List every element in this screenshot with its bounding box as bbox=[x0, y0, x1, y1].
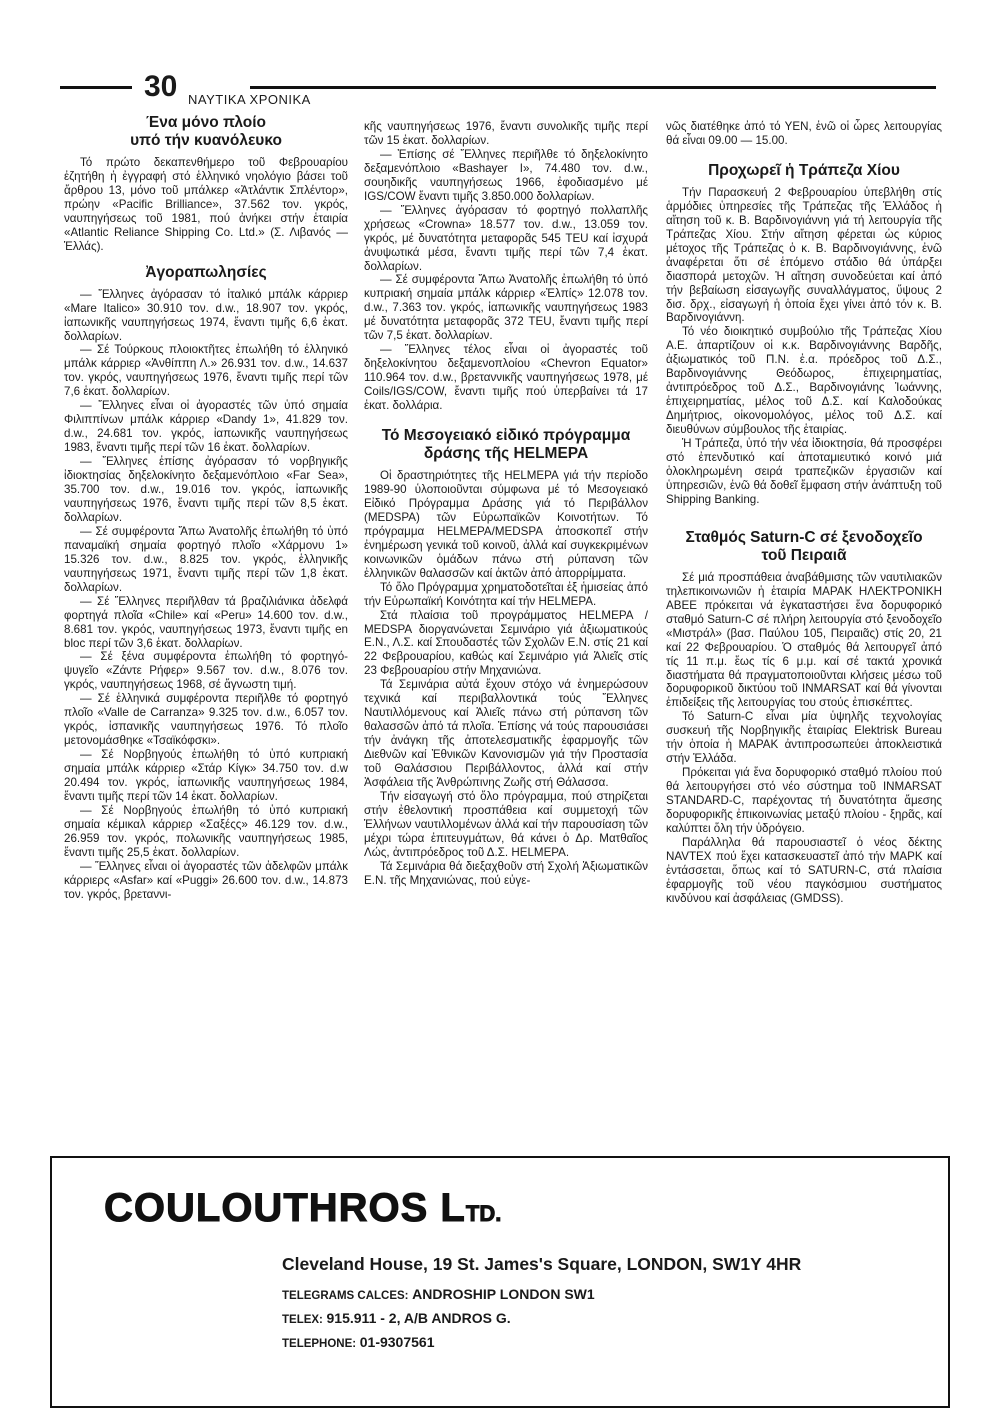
sale-item: — Σέ ἑλληνικά συμφέροντα περιῆλθε τό φορτηγό πλοῖο «Valle de Carranza» 9.325 τον. d.w., 6.057 τον. γκρός, ἰσπανικῆς ναυπηγήσεως 1976. Τό πλοῖο μετονομάσθηκε «Τσαϊκόφσκι». bbox=[64, 692, 348, 748]
paragraph: Ἡ Τράπεζα, ὑπό τήν νέα ἰδιοκτησία, θά προσφέρει στό ἐπενδυτικό καί ἀποταμιευτικό κοινό μιά ὁλοκληρωμένη σειρά τραπεζικῶν ἐργασιῶν καί ὑπηρεσιῶν, ἐνῶ θά δοθεῖ ἔμφαση στήν ἀνάπτυξη τοῦ Shipping Banking. bbox=[666, 437, 942, 506]
publication-title: ΝΑΥΤΙΚΑ ΧΡΟΝΙΚΑ bbox=[188, 92, 311, 107]
sale-item: — Ἕλληνες εἶναι οἱ ἀγοραστές τῶν ὑπό σημαία Φιλιππίνων μπάλκ κάρριερ «Dandy 1», 41.829 τον. d.w., 24.681 τον. γκρός, ἰαπωνικῆς ναυπηγήσεως 1983, ἔναντι τιμῆς περί τῶν 16 ἑκατ. δολλαρίων. bbox=[64, 399, 348, 455]
masthead bbox=[60, 72, 936, 112]
paragraph: Τήν Παρασκευή 2 Φεβρουαρίου ὑπεβλήθη στίς ἁρμόδιες ὑπηρεσίες τῆς Τράπεζας τῆς Ἑλλάδος ἡ αἴτηση τοῦ κ. Β. Βαρδινογιάννη γιά τή λειτουργία τῆς Τράπεζας Χίου. Στήν αἴτηση φέρεται ὡς κύριος μέτοχος τῆς Τράπεζας ὁ κ. Β. Βαρδινογιάννης, ἐνῶ ἀναφέρεται ὅτι σέ ἑπόμενο στάδιο θά ὑπάρξει διασπορά μετοχῶν. Ἡ αἴτηση συνοδεύεται καί ἀπό τήν βεβαίωση εἰσαγωγῆς συναλλάγματος, ὕψους 2 δισ. δρχ., εἰσαγωγή ἡ ὁποία ἔχει γίνει ἀπό τόν κ. Β. Βαρδινογιάννη. bbox=[666, 185, 942, 325]
sale-item: — Ἕλληνες ἐπίσης ἀγόρασαν τό νορβηγικῆς ἰδιοκτησίας δηξελοκίνητο δεξαμενόπλοιο «Far Sea», 35.700 τον. d.w., 19.016 τον. γκρός, ἰαπωνικῆς ναυπηγήσεως 1976, ἔναντι τιμῆς περί τῶν 8,5 ἑκατ. δολλαρίων. bbox=[64, 455, 348, 524]
page-number: 30 bbox=[144, 70, 178, 103]
sale-item: — Ἕλληνες τέλος εἶναι οἱ ἀγοραστές τοῦ δηξελοκίνητου δεξαμενοπλοίου «Chevron Equator» 110.964 τον. d.w., βρεταννικῆς ναυπηγήσεως 1978, μέ Coils/IGS/COW, ἔναντι τιμῆς πού ὑπερβαίνει τά 17 ἑκατ. δολλάρια. bbox=[364, 343, 648, 413]
ad-address: Cleveland House, 19 St. James's Square, LONDON, SW1Y 4HR bbox=[282, 1254, 802, 1274]
paragraph: Τό Saturn-C εἶναι μία ὑψηλῆς τεχνολογίας συσκευή τῆς Νορβηγικῆς ἑταιρίας Elektrisk Bureau τήν ὁποία ἡ ΜΑΡΑΚ ἀντιπροσωπεύει ἀποκλειστικά στήν Ἑλλάδα. bbox=[666, 710, 942, 766]
sale-item: — Σέ Ἕλληνες περιῆλθαν τά βραζιλιάνικα ἀδελφά φορτηγά πλοῖα «Chile» καί «Peru» 14.600 τον. d.w., 8.681 τον. γκρός, ναυπηγήσεως 1973, ἔναντι τιμῆς en bloc περί τῶν 3,6 ἑκατ. δολλαρίων. bbox=[64, 594, 348, 650]
column-2 bbox=[364, 120, 648, 888]
ad-telex bbox=[282, 1310, 511, 1326]
ad-telegrams-label: TELEGRAMS CALCES: bbox=[282, 1290, 409, 1302]
headline-saturn-c: Σταθμός Saturn-C σέ ξενοδοχεῖο τοῦ Πειραιᾶ bbox=[685, 528, 923, 564]
ad-telegrams bbox=[282, 1286, 595, 1302]
paragraph: Τά Σεμινάρια αὐτά ἔχουν στόχο νά ἐνημερώσουν τεχνικά καί περιβαλλοντικά τούς Ἕλληνες Ναυτιλλόμενους καί Ἁλιεῖς πάνω στή ρύπανση τῶν θαλασσῶν ἀπό τά πλοῖα. Ἐπίσης νά τούς παρουσιάσει τήν ἀνάγκη τῆς ἀποτελεσματικῆς ἐφαρμογῆς τῶν Διεθνῶν καί Ἐθνικῶν Κανονισμῶν γιά τήν Προστασία τοῦ Θαλάσσιου Περιβάλλοντος, ἀλλά καί στήν Ἀσφάλεια τῆς Ἀνθρώπινης Ζωῆς στή Θάλασσα. bbox=[364, 678, 648, 789]
paragraph: Τά Σεμινάρια θά διεξαχθοῦν στή Σχολή Ἀξιωματικῶν Ε.Ν. τῆς Μηχανιώνας, πού εὐγε- bbox=[364, 859, 648, 887]
sale-item: — Ἕλληνες ἀγόρασαν τό ἰταλικό μπάλκ κάρριερ «Mare Italico» 30.910 τον. d.w., 18.907 τον. γκρός, ἰαπωνικῆς ναυπηγήσεως 1974, ἔναντι τιμῆς 6,6 ἑκατ. δολλαρίων. bbox=[64, 287, 348, 343]
ad-telex-label: TELEX: bbox=[282, 1314, 323, 1326]
paragraph: Τό νέο διοικητικό συμβούλιο τῆς Τράπεζας Χίου Α.Ε. ἀπαρτίζουν οἱ κ.κ. Βαρδινογιάννης Βαρδῆς, ἀξιωματικός τοῦ Π.Ν. ἐ.α. πρόεδρος τοῦ Δ.Σ., Βαρδινογιάννης Θεόδωρος, ἐπιχειρηματίας, ἀντιπρόεδρος τοῦ Δ.Σ., Βαρδινογιάνης Ἰωάννης, ἐπιχειρηματίας, μέλος τοῦ Δ.Σ. καί Καλοδούκας Δημήτριος, οἰκονομολόγος, μέλος τοῦ Δ.Σ. καί διευθύνων σύμβουλος τῆς ἑταιρίας. bbox=[666, 325, 942, 437]
headline-single-vessel: Ένα μόνο πλοίο υπό τήν κυανόλευκο bbox=[130, 114, 282, 149]
sale-item: — Σέ Νορβηγούς ἐπωλήθη τό ὑπό κυπριακή σημαία κέμικαλ κάρριερ «Σαξέςς» 46.129 τον. d.w., 26.959 τον. γκρός, πολωνικῆς ναυπηγήσεως 1985, ἔναντι τιμῆς 25,5 ἑκατ. δολλαρίων. bbox=[64, 803, 348, 859]
masthead-rule-left bbox=[60, 86, 132, 89]
sale-item: — Σέ συμφέροντα Ἄπω Ἀνατολῆς ἐπωλήθη τό ὑπό κυπριακή σημαία μπάλκ κάρριερ «Ἐλπίς» 12.078 τον. d.w., 7.363 τον. γκρός, ἰαπωνικῆς ναυπηγήσεως 1983 μέ δυνατότητα μεταφορᾶς 372 TEU, ἔναντι τιμῆς περί τῶν 7,5 ἑκατ. δολλαρίων. bbox=[364, 273, 648, 343]
sale-item: — Σέ Νορβηγούς ἐπωλήθη τό ὑπό κυπριακή σημαία μπάλκ κάρριερ «Στάρ Κίγκ» 34.750 τον. d.w 20.494 τον. γκρός, ἰαπωνικῆς ναυπηγήσεως 1984, ἔναντι τιμῆς περί τῶν 14 ἑκατ. δολλαρίων. bbox=[64, 748, 348, 803]
ad-brand-logo bbox=[104, 1186, 501, 1231]
sale-item: — Σέ συμφέροντα Ἄπω Ἀνατολῆς ἐπωλήθη τό ὑπό παναμαϊκή σημαία φορτηγό πλοῖο «Χάρμονυ 1» 15.326 τον. d.w., 8.825 τον. γκρός, ἑλληνικῆς ναυπηγήσεως 1971, ἔναντι τιμῆς περί τῶν 1,8 ἑκατ. δολλαρίων. bbox=[64, 524, 348, 594]
column-1 bbox=[64, 114, 348, 902]
headline-bank-of-chios: Προχωρεῖ ἡ Τράπεζα Χίου bbox=[708, 161, 900, 179]
headline-helmepa: Τό Μεσογειακό εἰδικό πρόγραμμα δράσης τῆς HELMEPA bbox=[381, 427, 631, 463]
headline-sales: Ἀγοραπωλησίες bbox=[145, 263, 267, 281]
paragraph: Σέ μιά προσπάθεια ἀναβάθμισης τῶν ναυτιλιακῶν τηλεπικοινωνιῶν ἡ ἑταιρία ΜΑΡΑΚ ΗΛΕΚΤΡΟΝΙΚΗ ΑΒΕΕ πρόκειται νά ἐγκαταστήσει ἕνα δορυφορικό σταθμό Saturn-C σέ πλήρη λειτουργία στό ξενοδοχεῖο «Μιστράλ» (βασ. Παύλου 105, Πειραιᾶς) στίς 20, 21 καί 22 Φεβρουαρίου. Ὁ σταθμός θά λειτουργεῖ ἀπό τίς 11 π.μ. ἕως τίς 6 μ.μ. καί σέ τακτά χρονικά διαστήματα θά πραγματοποιοῦνται κλήσεις μέσω τοῦ δορυφορικοῦ δικτύου τοῦ INMARSAT καί θά γίνονται ἐπιδείξεις τῆς λειτουργίας του στούς ἐπισκέπτες. bbox=[666, 570, 942, 710]
sale-item: — Ἕλληνες εἶναι οἱ ἀγοραστές τῶν ἀδελφῶν μπάλκ κάρριερς «Asfar» καί «Puggi» 26.600 τον. d.w., 14.873 τον. γκρός, βρεταννι- bbox=[64, 859, 348, 901]
paragraph-continued: κῆς ναυπηγήσεως 1976, ἔναντι συνολικῆς τιμῆς περί τῶν 15 ἑκατ. δολλαρίων. bbox=[364, 120, 648, 147]
column-3 bbox=[666, 120, 942, 906]
ad-telephone-label: TELEPHONE: bbox=[282, 1338, 357, 1350]
paragraph: Τό πρώτο δεκαπενθήμερο τοῦ Φεβρουαρίου ἐζητήθη ἡ ἐγγραφή στό ἑλληνικό νηολόγιο βάσει τοῦ ἄρθρου 13, μόνο τοῦ μπάλκερ «Ἀτλάντικ Σπλέντορ», πρώην «Pacific Brilliance», 37.562 τον. γκρός, ναυπηγήσεως τοῦ 1981, πού ἀνήκει στήν ἑταιρία «Atlantic Reliance Shipping Co. Ltd.» (Σ. Λιβανός — Ἑλλάς). bbox=[64, 156, 348, 253]
sale-item: — Ἐπίσης σέ Ἕλληνες περιῆλθε τό δηξελοκίνητο δεξαμενόπλοιο «Bashayer I», 74.480 τον. d.w., σουηδικῆς ναυπηγήσεως 1966, ἐφοδιασμένο μέ IGS/COW ἔναντι τιμῆς 3.850.000 δολλαρίων. bbox=[364, 147, 648, 203]
paragraph: Οἱ δραστηριότητες τῆς HELMEPA γιά τήν περίοδο 1989-90 ὑλοποιοῦνται σύμφωνα μέ τό Μεσογειακό Εἰδικό Πρόγραμμα Δράσης γιά τό Περιβάλλον (MEDSPA) τῶν Εὐρωπαϊκῶν Κοινοτήτων. Τό πρόγραμμα HELMEPA/MEDSPA ἀποσκοπεῖ στήν ἐνημέρωση γενικά τοῦ κοινοῦ, ἀλλά καί συγκεκριμένων κοινωνικῶν ὁμάδων πάνω στή ρύπανση τῶν ἑλληνικῶν θαλασσῶν καί ἀκτῶν ἀπό ἀπορρίμματα. bbox=[364, 469, 648, 580]
paragraph: Τήν εἰσαγωγή στό ὅλο πρόγραμμα, πού στηρίζεται στήν ἐθελοντική προσπάθεια καί συμμετοχή τῶν Ἑλλήνων ναυτιλλομένων ἀλλά καί τήν παρουσίαση τῶν μέχρι τώρα ἐπιτευγμάτων, θά κάνει ὁ Δρ. Ματθαῖος Λώς, ἀντιπρόεδρος τοῦ Δ.Σ. HELMEPA. bbox=[364, 789, 648, 859]
ad-brand-name: COULOUTHROS L bbox=[104, 1186, 466, 1230]
ad-telephone bbox=[282, 1334, 435, 1350]
paragraph-continued: νῶς διατέθηκε ἀπό τό ΥΕΝ, ἐνῶ οἱ ὧρες λειτουργίας θά εἶναι 09.00 — 15.00. bbox=[666, 120, 942, 147]
paragraph: Τό ὅλο Πρόγραμμα χρηματοδοτεῖται ἐξ ἡμισείας ἀπό τήν Εὐρωπαϊκή Κοινότητα καί τήν HELMEPA. bbox=[364, 580, 648, 608]
masthead-rule-right bbox=[250, 86, 936, 89]
advertisement-box bbox=[50, 1156, 950, 1408]
ad-brand-suffix: TD. bbox=[465, 1201, 502, 1226]
paragraph: Παράλληλα θά παρουσιαστεῖ ὁ νέος δέκτης NAVTEX πού ἔχει κατασκευαστεῖ ἀπό τήν ΜΑΡΚ καί ἐντάσσεται, ὅπως καί τό SATURN-C, στά πλαίσια ἐφαρμογῆς τοῦ νέου παγκόσμιου συστήματος κινδύνου καί ἀσφάλειας (GMDSS). bbox=[666, 835, 942, 905]
sale-item: — Ἕλληνες ἀγόρασαν τό φορτηγό πολλαπλῆς χρήσεως «Crowna» 18.577 τον. d.w., 13.059 τον. γκρός, μέ δυνατότητα μεταφορᾶς 545 TEU καί ἰσχυρά ἀνυψωτικά μέσα, ἔναντι τιμῆς περί τῶν 7,4 ἑκατ. δολλαρίων. bbox=[364, 203, 648, 273]
ad-telex-value: 915.911 - 2, A/B ANDROS G. bbox=[326, 1310, 511, 1326]
ad-telephone-value: 01-9307561 bbox=[359, 1334, 435, 1350]
paragraph: Στά πλαίσια τοῦ προγράμματος HELMEPA / MEDSPA διοργανώνεται Σεμινάριο γιά ἀξιωματικούς Ε.Ν., Λ.Σ. καί Σπουδαστές τῶν Σχολῶν Ε.Ν. στίς 21 καί 22 Φεβρουαρίου, καθώς καί Σεμινάριο γιά Ἁλιεῖς στίς 23 Φεβρουαρίου στήν Μηχανιώνα. bbox=[364, 608, 648, 678]
sale-item: — Σέ ξένα συμφέροντα ἐπωλήθη τό φορτηγό-ψυγεῖο «Ζάντε Ρήφερ» 9.567 τον. d.w., 8.076 τον. γκρός, ναυπηγήσεως 1968, σέ ἄγνωστη τιμή. bbox=[64, 650, 348, 692]
sale-item: — Σέ Τούρκους πλοιοκτῆτες ἐπωλήθη τό ἑλληνικό μπάλκ κάρριερ «Ἀνθίππη Λ.» 26.931 τον. d.w., 14.637 τον. γκρός, ναυπηγήσεως 1976, ἔναντι τιμῆς περί τῶν 7,6 ἑκατ. δολλαρίων. bbox=[64, 343, 348, 399]
ad-telegrams-value: ANDROSHIP LONDON SW1 bbox=[412, 1286, 595, 1302]
paragraph: Πρόκειται γιά ἕνα δορυφορικό σταθμό πλοίου πού θά λειτουργήσει στό νέο σύστημα τοῦ INMARSAT STANDARD-C, παρέχοντας τή δυνατότητα ἄμεσης δορυφορικῆς ἐπικοινωνίας μεταξύ πλοίου - ξηρᾶς, καί καλύπτει ὅλη τήν ὑδρόγειο. bbox=[666, 766, 942, 835]
